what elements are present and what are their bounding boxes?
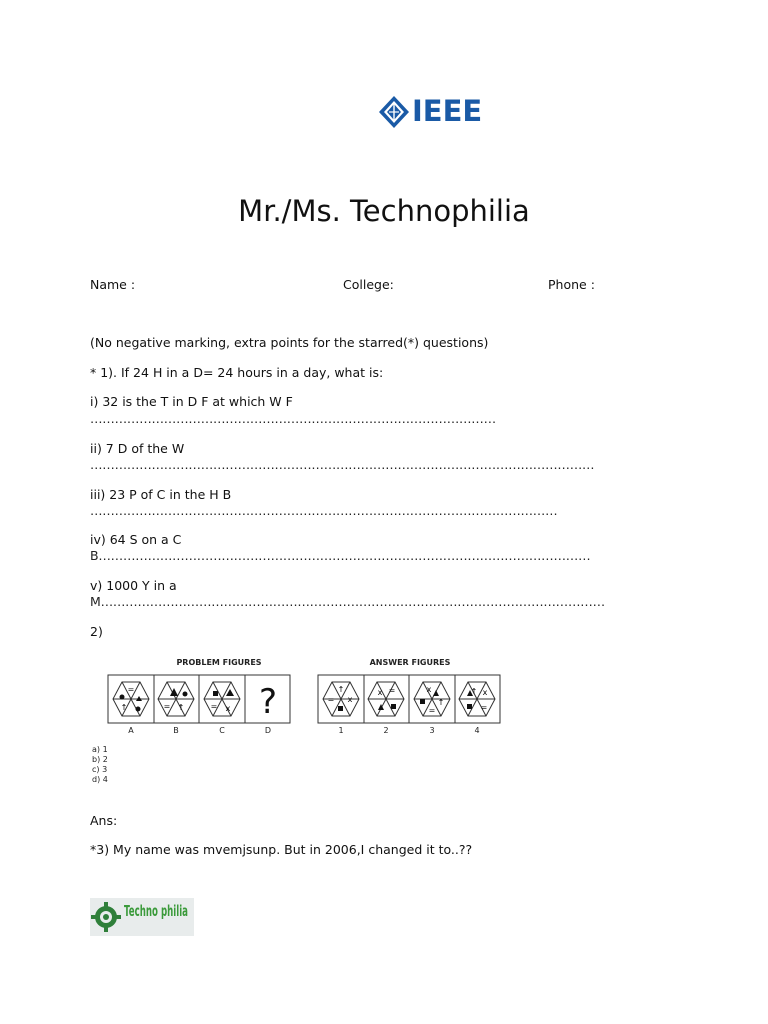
svg-text:↑: ↑ xyxy=(177,703,185,712)
technophilia-logo xyxy=(90,898,194,936)
ans-label: Ans: xyxy=(90,813,118,828)
svg-text:A: A xyxy=(128,726,134,735)
q1-prompt: * 1). If 24 H in a D= 24 hours in a day, what is: xyxy=(90,365,384,380)
svg-text:x: x xyxy=(225,704,231,713)
phone-label: Phone : xyxy=(548,277,595,292)
svg-text:↑: ↑ xyxy=(437,698,445,707)
svg-text:B: B xyxy=(173,726,179,735)
q1-answer-line: M…………………………………………………………………………………………………………… xyxy=(90,594,605,609)
problem-figure-a xyxy=(113,682,149,716)
q1-item-text: ii) 7 D of the W xyxy=(90,441,185,456)
problem-figure-b xyxy=(158,682,194,716)
page-title: Mr./Ms. Technophilia xyxy=(238,194,530,228)
svg-text:=: = xyxy=(327,695,335,704)
answer-figure-1 xyxy=(323,682,359,716)
ieee-wordmark: IEEE xyxy=(412,94,483,128)
ieee-diamond-icon xyxy=(378,95,410,129)
q1-item-text: iii) 23 P of C in the H B xyxy=(90,487,232,502)
svg-text:=: = xyxy=(210,702,218,711)
svg-text:x: x xyxy=(347,695,353,704)
q1-answer-line: …………………………………………………………………………………………………………… xyxy=(90,457,595,472)
svg-text:2: 2 xyxy=(383,726,389,735)
answer-figure-2 xyxy=(368,682,404,716)
technophilia-wordmark: Techno philia xyxy=(124,902,188,920)
q3-prompt: *3) My name was mvemjsunp. But in 2006,I changed it to..?? xyxy=(90,842,473,857)
ieee-logo xyxy=(378,95,490,129)
college-label: College: xyxy=(343,277,394,292)
svg-text:4: 4 xyxy=(474,726,480,735)
name-label: Name : xyxy=(90,277,136,292)
svg-text:=: = xyxy=(480,703,488,712)
svg-text:3: 3 xyxy=(429,726,435,735)
svg-text:=: = xyxy=(388,686,396,695)
svg-text:x: x xyxy=(377,688,383,697)
gear-icon xyxy=(91,902,121,932)
svg-text:=: = xyxy=(428,706,436,715)
svg-text:=: = xyxy=(163,702,171,711)
option-c: c) 3 xyxy=(92,765,108,774)
q2-label: 2) xyxy=(90,624,103,639)
svg-text:=: = xyxy=(127,685,135,694)
instructions: (No negative marking, extra points for the starred(*) questions) xyxy=(90,335,489,350)
svg-text:↑: ↑ xyxy=(120,703,128,712)
answer-figures-heading: ANSWER FIGURES xyxy=(369,658,451,667)
q1-item-text: v) 1000 Y in a xyxy=(90,578,177,593)
answer-figure-3 xyxy=(414,682,450,716)
option-d: d) 4 xyxy=(92,775,108,784)
answer-figure-4 xyxy=(459,682,495,716)
q1-answer-line: B………………………………………………………………………………………………………… xyxy=(90,548,591,563)
q1-answer-line: ……………………………………………………………………………………… xyxy=(90,411,496,426)
svg-text:C: C xyxy=(219,726,225,735)
figure-puzzle xyxy=(92,655,508,783)
svg-text:1: 1 xyxy=(338,726,344,735)
q1-answer-line: …………………………………………………………………………………………………… xyxy=(90,503,558,518)
question-mark: ? xyxy=(258,682,278,722)
problem-figure-c xyxy=(204,682,240,716)
q1-item-text: i) 32 is the T in D F at which W F xyxy=(90,394,293,409)
svg-text:↑: ↑ xyxy=(470,687,478,696)
svg-text:x: x xyxy=(482,688,488,697)
q1-item-text: iv) 64 S on a C xyxy=(90,532,182,547)
option-a: a) 1 xyxy=(92,745,108,754)
problem-figures-heading: PROBLEM FIGURES xyxy=(176,658,262,667)
svg-text:↑: ↑ xyxy=(337,685,345,694)
option-b: b) 2 xyxy=(92,755,108,764)
svg-text:x: x xyxy=(426,685,432,694)
svg-text:D: D xyxy=(264,726,272,735)
